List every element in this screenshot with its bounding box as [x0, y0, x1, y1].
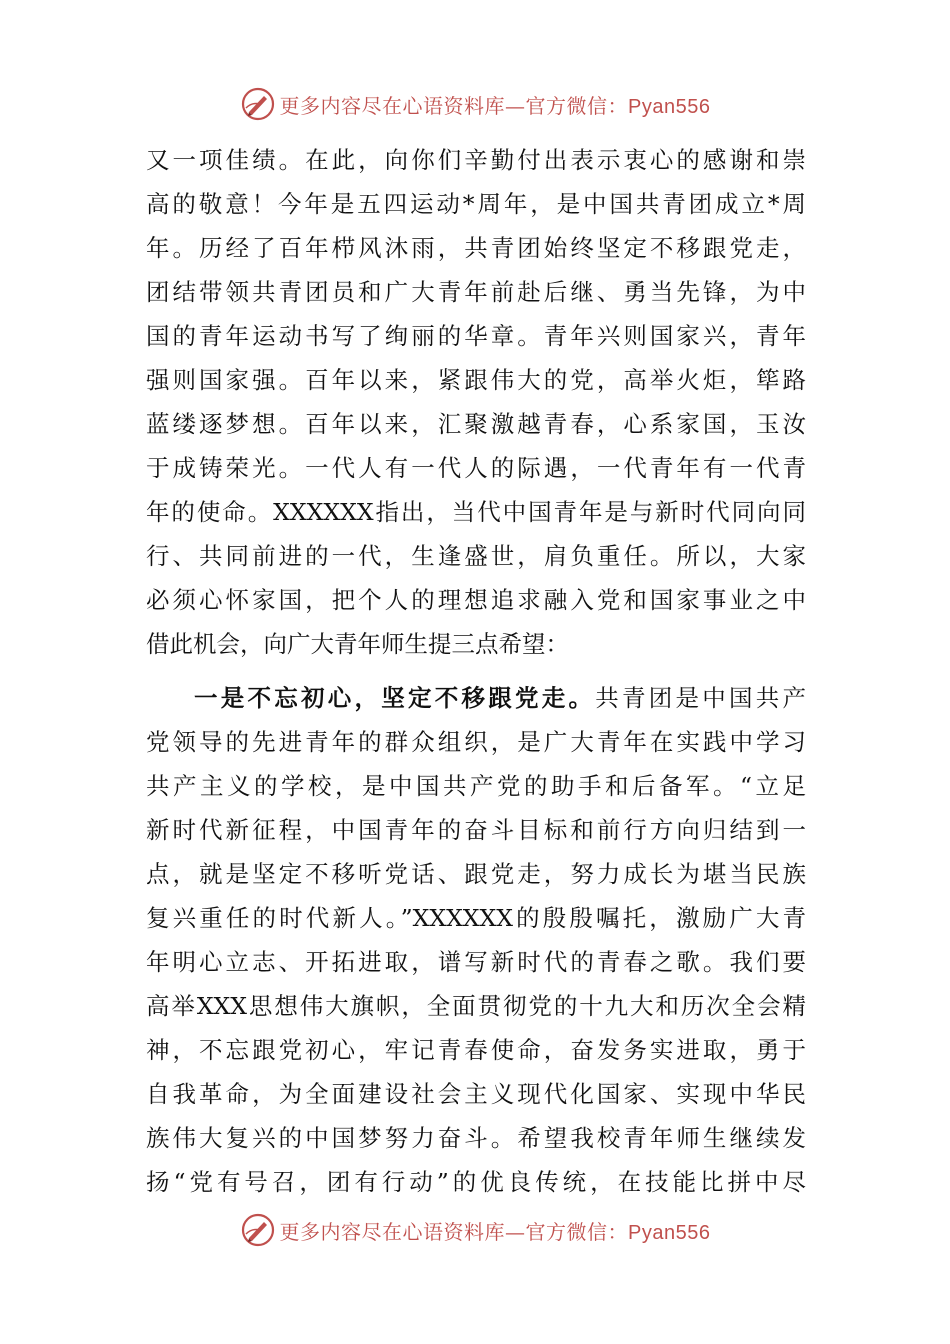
paragraph-1 [146, 138, 806, 666]
text-line: 自我革命，为全面建设社会主义现代化国家、实现中华民 [146, 1080, 806, 1108]
paragraph-2-first-line-rest: 共青团是中国共产 [595, 684, 806, 712]
footer-watermark-banner [0, 1210, 950, 1250]
text-line: 族伟大复兴的中国梦努力奋斗。希望我校青年师生继续发 [146, 1124, 806, 1152]
paragraph-2 [146, 676, 806, 1204]
footer-banner-brand: Pyan556 [628, 1221, 711, 1244]
header-banner-brand: Pyan556 [628, 95, 711, 118]
text-line: 党领导的先进青年的群众组织，是广大青年在实践中学习 [146, 728, 806, 756]
text-line: 蓝缕逐梦想。百年以来，汇聚激越青春，心系家国，玉汝 [146, 410, 806, 438]
text-line: 高的敬意！今年是五四运动*周年，是中国共青团成立*周 [146, 190, 806, 218]
paragraph-gap [146, 666, 806, 676]
text-line: 国的青年运动书写了绚丽的华章。青年兴则国家兴，青年 [146, 322, 806, 350]
paragraph-2-first-line [146, 676, 806, 720]
text-line: 复兴重任的时代新人。”XXXXXX的殷殷嘱托，激励广大青 [146, 904, 806, 932]
header-banner-text [280, 90, 711, 119]
text-line: 年。历经了百年栉风沐雨，共青团始终坚定不移跟党走， [146, 234, 806, 262]
paragraph-2-heading: 一是不忘初心，坚定不移跟党走。 [194, 684, 596, 712]
text-line: 共产主义的学校，是中国共产党的助手和后备军。“立足 [146, 772, 806, 800]
text-line: 高举XXX思想伟大旗帜，全面贯彻党的十九大和历次全会精 [146, 992, 806, 1020]
text-line: 新时代新征程，中国青年的奋斗目标和前行方向归结到一 [146, 816, 806, 844]
text-line: 扬“党有号召，团有行动”的优良传统，在技能比拼中尽 [146, 1168, 806, 1196]
text-line: 团结带领共青团员和广大青年前赴后继、勇当先锋，为中 [146, 278, 806, 306]
text-line: 借此机会，向广大青年师生提三点希望： [146, 630, 569, 658]
text-line: 强则国家强。百年以来，紧跟伟大的党，高举火炬，筚路 [146, 366, 806, 394]
footer-banner-text [280, 1216, 711, 1245]
text-line: 于成铸荣光。一代人有一代人的际遇，一代青年有一代青 [146, 454, 806, 482]
header-banner-label: 更多内容尽在心语资料库—官方微信： [279, 93, 629, 118]
text-line: 又一项佳绩。在此，向你们辛勤付出表示衷心的感谢和崇 [146, 146, 806, 174]
text-line: 行、共同前进的一代，生逢盛世，肩负重任。所以，大家 [146, 542, 806, 570]
pen-logo-icon [240, 1212, 276, 1248]
header-watermark-banner [0, 84, 950, 124]
text-line: 神，不忘跟党初心，牢记青春使命，奋发务实进取，勇于 [146, 1036, 806, 1064]
footer-banner-label: 更多内容尽在心语资料库—官方微信： [279, 1219, 629, 1244]
text-line: 年明心立志、开拓进取，谱写新时代的青春之歌。我们要 [146, 948, 806, 976]
text-line: 年的使命。XXXXXX指出，当代中国青年是与新时代同向同 [146, 498, 806, 526]
pen-logo-icon [240, 86, 276, 122]
text-line: 点，就是坚定不移听党话、跟党走，努力成长为堪当民族 [146, 860, 806, 888]
document-body [146, 138, 806, 1204]
text-line: 必须心怀家国，把个人的理想追求融入党和国家事业之中 [146, 586, 806, 614]
